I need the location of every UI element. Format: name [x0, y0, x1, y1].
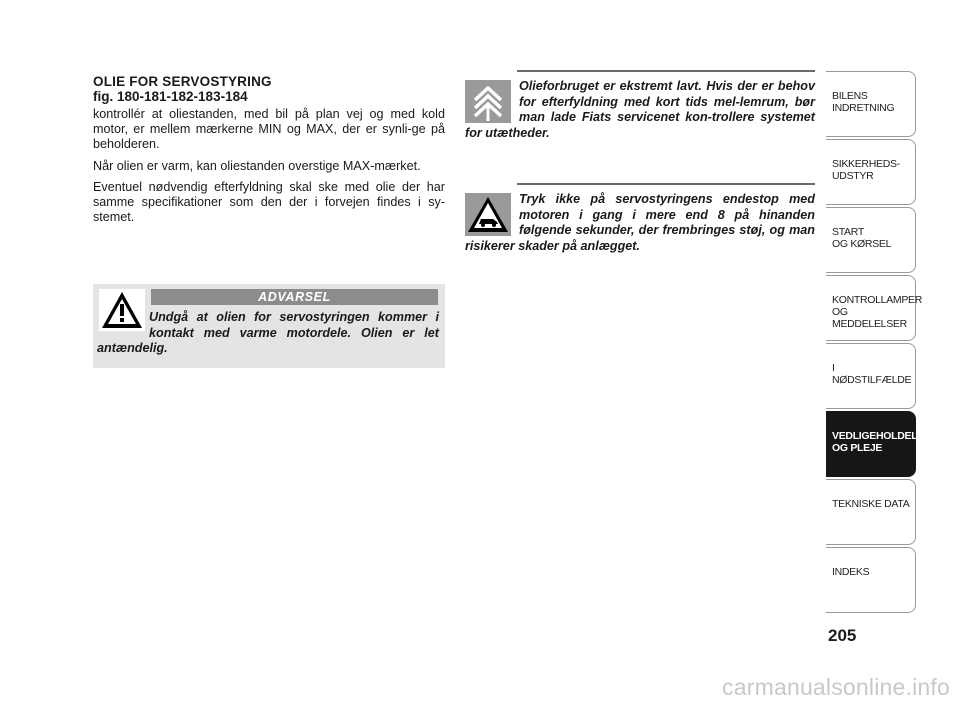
warning-text-block	[97, 310, 439, 357]
car-warning-icon	[465, 193, 511, 236]
caution-note	[465, 183, 815, 254]
fir-tree-icon	[465, 80, 511, 123]
tab-sikkerhedsudstyr[interactable]: SIKKERHEDS- UDSTYR	[826, 139, 916, 205]
tab-bilens-indretning[interactable]: BILENS INDRETNING	[826, 71, 916, 137]
warning-text: Undgå at olien for servostyringen kommer i kontakt med varme motordele. Olien er let antændelig.	[97, 310, 439, 355]
paragraph: kontrollér at oliestanden, med bil på plan vej og med kold motor, er mellem mærkerne MIN og MAX, der er synli-ge på beholderen.	[93, 107, 445, 152]
paragraph: Eventuel nødvendig efterfyldning skal ske med olie der har samme specifikationer som den der i forvejen findes i sy-stemet.	[93, 179, 445, 225]
tab-kontrollamper[interactable]: KONTROLLAMPER OG MEDDELELSER	[826, 275, 916, 341]
warning-label: ADVARSEL	[151, 289, 438, 305]
page-number: 205	[828, 626, 857, 645]
note-text: Tryk ikke på servostyringens endestop med motoren i gang i mere end 8 på hinanden følgende sekunder, der frembringes støj, og man risikerer skader på anlægget.	[465, 192, 815, 253]
section-content	[93, 74, 445, 231]
section-title: OLIE FOR SERVOSTYRING	[93, 74, 272, 89]
tab-noedstilfaelde[interactable]: I NØDSTILFÆLDE	[826, 343, 916, 409]
tab-tekniske-data[interactable]: TEKNISKE DATA	[826, 479, 916, 545]
figure-reference: fig. 180-181-182-183-184	[93, 89, 248, 104]
environment-note	[465, 70, 815, 141]
warning-box	[93, 284, 445, 368]
tab-start-og-koersel[interactable]: START OG KØRSEL	[826, 207, 916, 273]
tab-indeks[interactable]: INDEKS	[826, 547, 916, 613]
note-text: Olieforbruget er ekstremt lavt. Hvis der er behov for efterfyldning med kort tids mel-lemrum, bør man lade Fiats servicenet kon-trollere systemet for utætheder.	[465, 79, 815, 140]
tab-vedligeholdelse[interactable]: VEDLIGEHOLDELSE OG PLEJE	[826, 411, 916, 477]
watermark: carmanualsonline.info	[722, 674, 950, 700]
paragraph: Når olien er varm, kan oliestanden overstige MAX-mærket.	[93, 158, 421, 173]
chapter-tabs	[826, 71, 931, 615]
